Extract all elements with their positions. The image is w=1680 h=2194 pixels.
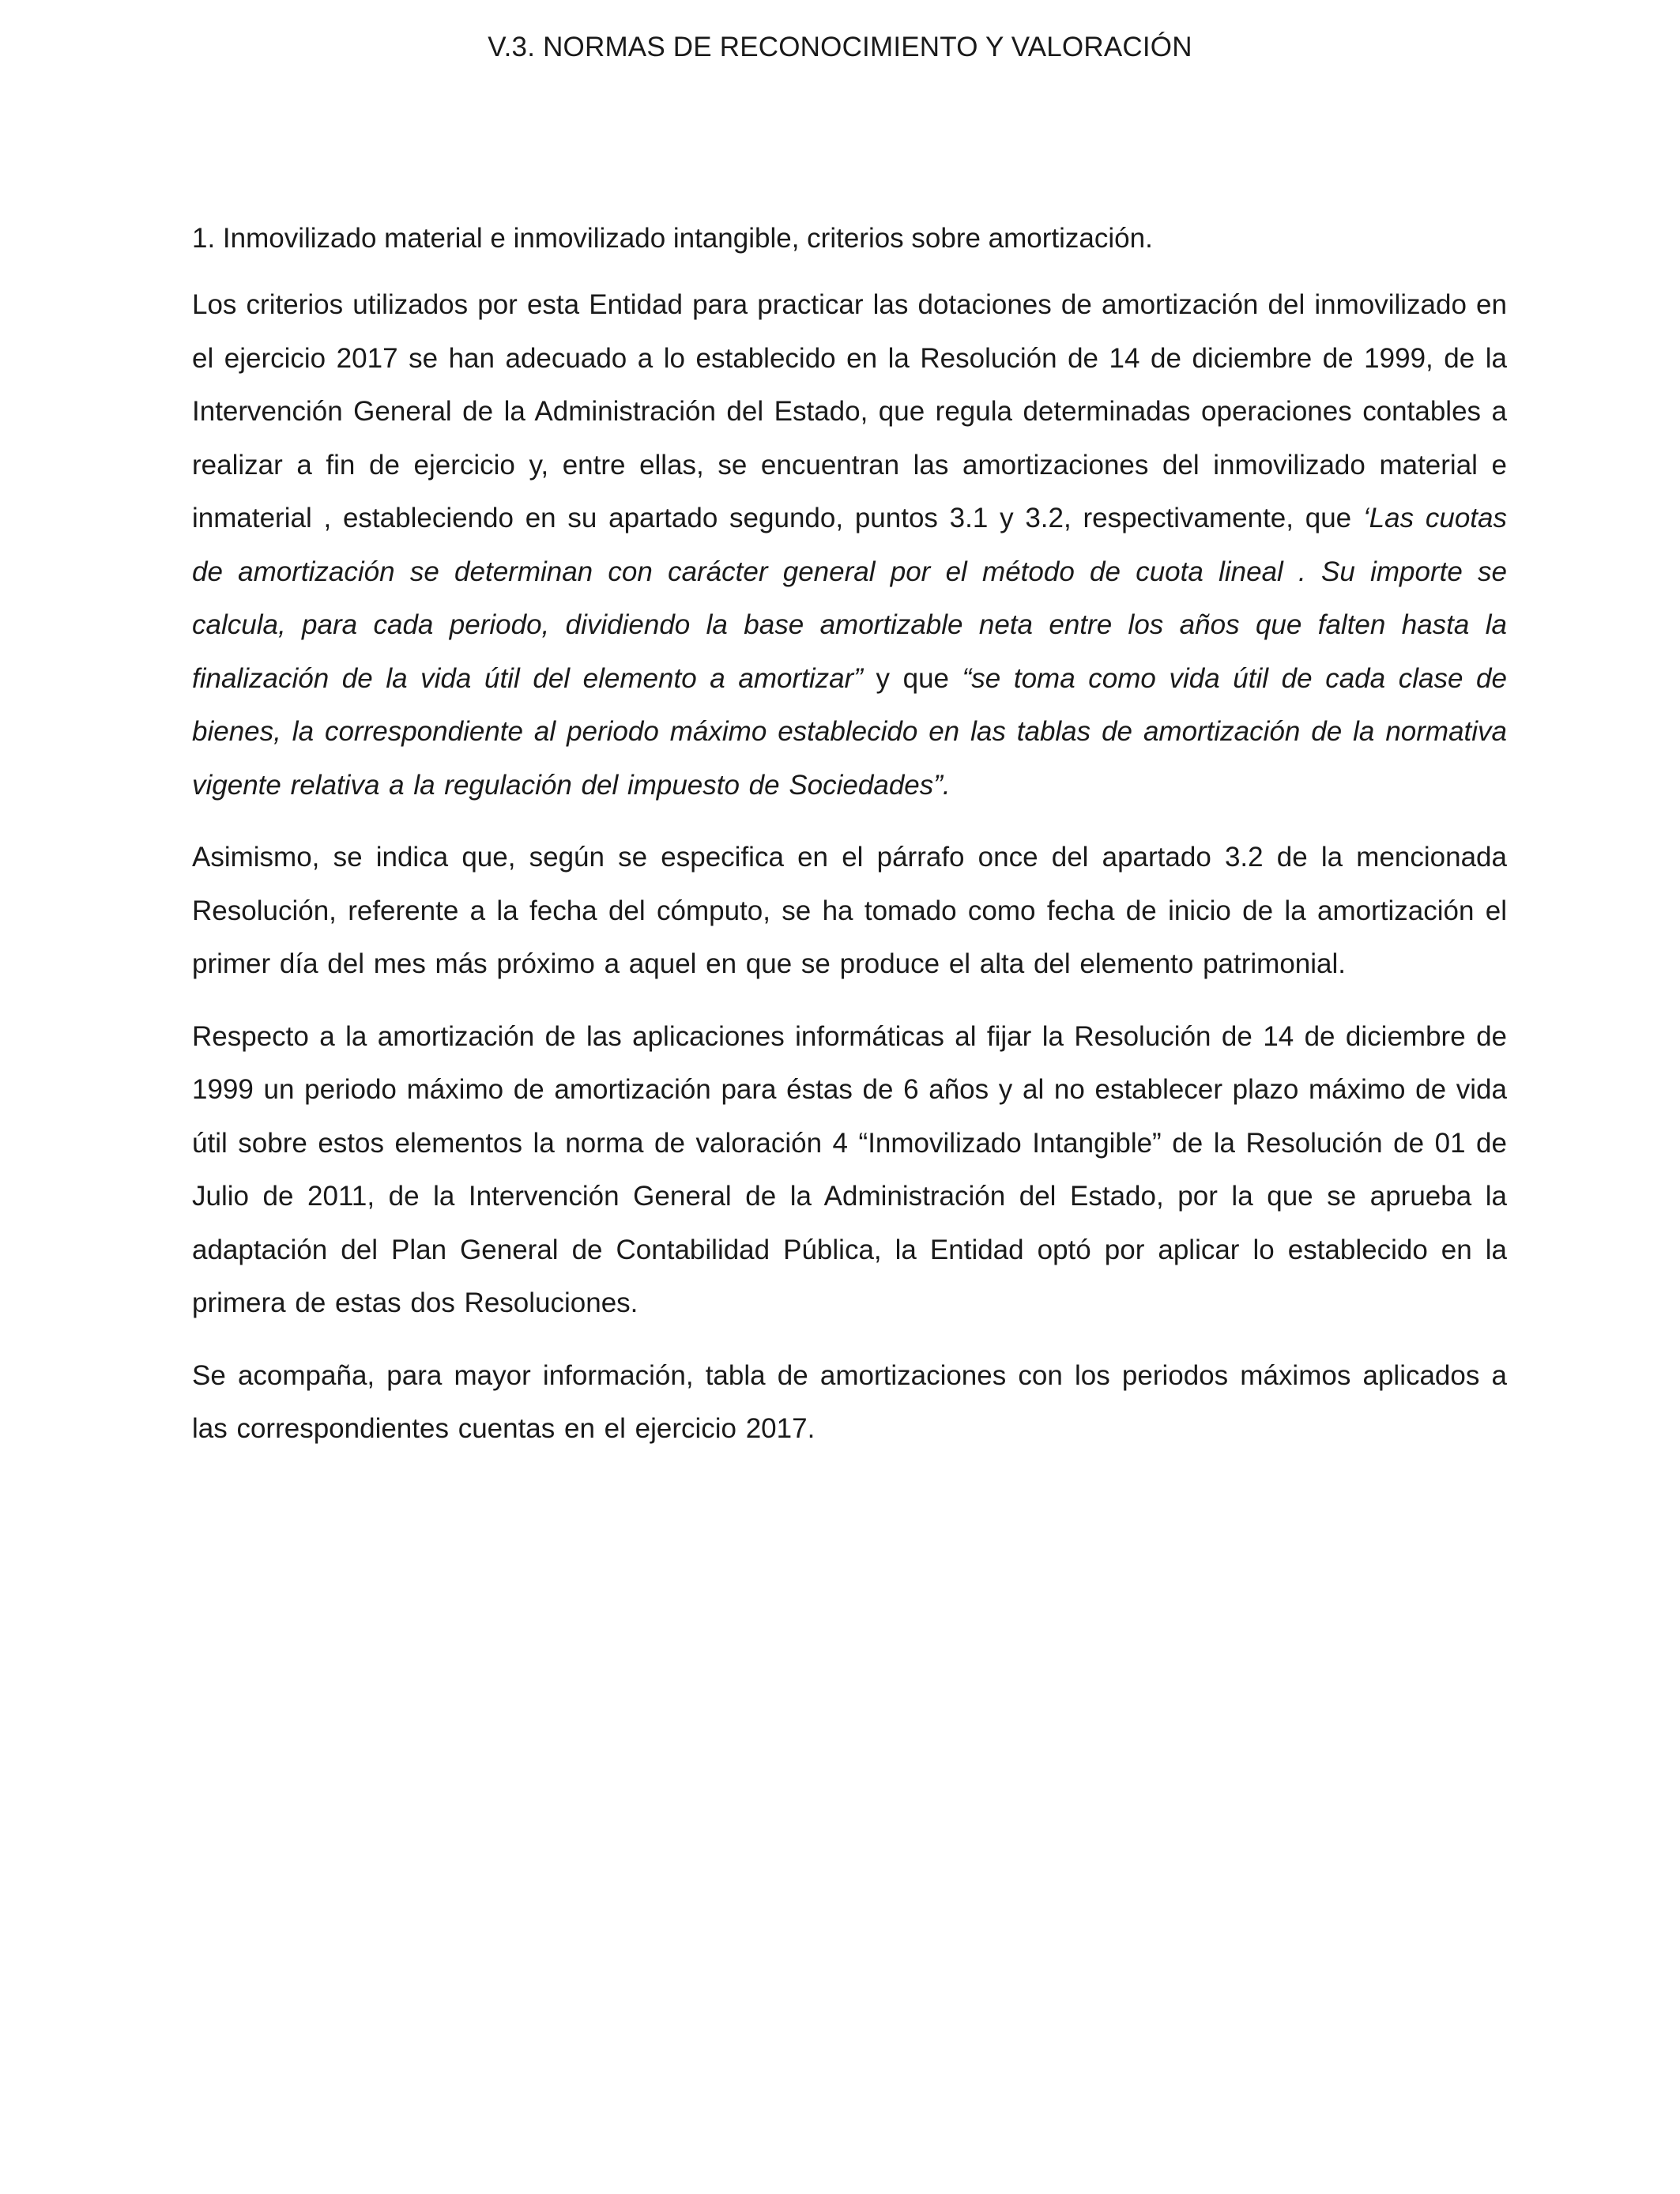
paragraph-aplicaciones-informaticas: Respecto a la amortización de las aplicaciones informáticas al fijar la Resolución de 14 de diciembre de 1999 un periodo máximo de amortización para éstas de 6 años y al no establecer plazo máximo de vida útil sobre estos elementos la norma de valoración 4 “Inmovilizado Intangible” de la Resolución de 01 de Julio de 2011, de la Intervención General de la Administración del Estado, por la que se aprueba la adaptación del Plan General de Contabilidad Pública, la Entidad optó por aplicar lo establecido en la primera de estas dos Resoluciones. — [192, 1020, 1507, 1318]
quote-cuotas-amortizacion: ‘Las cuotas de amortización se determinan con carácter general por el método de cuota lineal . Su importe se calcula, para cada periodo, dividiendo la base amortizable neta entre los años que falten hasta la finalización de la vida útil del elemento a amortizar” — [192, 503, 1507, 694]
paragraph-tabla-amortizaciones: Se acompaña, para mayor información, tabla de amortizaciones con los periodos máximos aplicados a las correspondientes cuentas en el ejercicio 2017. — [192, 1359, 1507, 1444]
document-body — [192, 220, 1507, 1475]
paragraph-fecha-computo: Asimismo, se indica que, según se especifica en el párrafo once del apartado 3.2 de la mencionada Resolución, referente a la fecha del cómputo, se ha tomado como fecha de inicio de la amortización el primer día del mes más próximo a aquel en que se produce el alta del elemento patrimonial. — [192, 842, 1507, 979]
page-title: V.3. NORMAS DE RECONOCIMIENTO Y VALORACIÓN — [488, 32, 1192, 62]
paragraph-criterios-text: Los criterios utilizados por esta Entidad para practicar las dotaciones de amortización del inmovilizado en el ejercicio 2017 se han adecuado a lo establecido en la Resolución de 14 de diciembre de 1999, de la Intervención General de la Administración del Estado, que regula determinadas operaciones contables a realizar a fin de ejercicio y, entre ellas, se encuentran las amortizaciones del inmovilizado material e inmaterial , estableciendo en su apartado segundo, puntos 3.1 y 3.2, respectivamente, que — [192, 289, 1507, 533]
paragraph-criterios-connector: y que — [862, 662, 962, 694]
section-heading: 1. Inmovilizado material e inmovilizado intangible, criterios sobre amortización. — [192, 223, 1153, 254]
quote-vida-util: “se toma como vida útil de cada clase de bienes, la correspondiente al periodo máximo establecido en las tablas de amortización de la normativa vigente relativa a la regulación del impuesto de Sociedades”. — [192, 662, 1507, 801]
paragraph-criterios — [192, 278, 1507, 812]
